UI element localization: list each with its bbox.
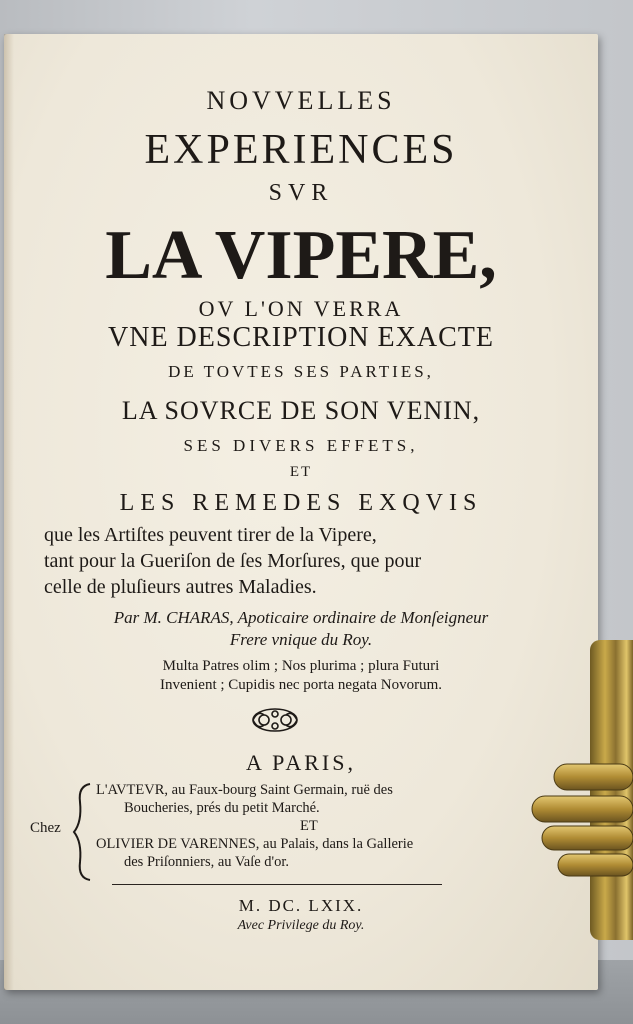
subtitle-line-5: SES DIVERS EFFETS,: [183, 436, 419, 455]
publication-date: M. DC. LXIX.: [238, 896, 364, 915]
author-line-2: Frere vnique du Roy.: [229, 630, 373, 649]
motto-line-2: Invenient ; Cupidis nec porta negata Novorum.: [159, 677, 442, 693]
publisher-1-line-1: L'AVTEVR, au Faux-bourg Saint Germain, ruë des: [96, 782, 393, 798]
subtitle-line-2: VNE DESCRIPTION EXACTE: [108, 322, 494, 353]
subtitle-line-4: LA SOVRCE DE SON VENIN,: [121, 396, 481, 425]
subtitle-line-6: ET: [289, 464, 313, 480]
body-line-3: celle de pluſieurs autres Maladies.: [44, 576, 317, 598]
chez-label: Chez: [30, 820, 61, 836]
title-line-1: NOVVELLES: [206, 86, 396, 115]
motto-line-1: Multa Patres olim ; Nos plurima ; plura Futuri: [162, 658, 440, 674]
printer-ornament-icon: [250, 706, 300, 734]
publisher-2-line-2: des Priſonniers, au Vaſe d'or.: [124, 854, 290, 870]
author-line-1: Par M. CHARAS, Apoticaire ordinaire de Monſeigneur: [113, 608, 489, 627]
publisher-and: ET: [300, 818, 318, 834]
title-page: [4, 34, 598, 990]
curly-brace-icon: [72, 782, 94, 882]
title-main: LA VIPERE,: [105, 217, 497, 294]
publisher-1-line-2: Boucheries, prés du petit Marché.: [124, 800, 320, 816]
privilege-line: Avec Privilege du Roy.: [237, 918, 365, 933]
title-line-3: SVR: [268, 180, 334, 206]
subtitle-line-3: DE TOVTES SES PARTIES,: [168, 362, 434, 381]
brass-hand-bookend: [528, 760, 633, 880]
body-line-1: que les Artiſtes peuvent tirer de la Vipere,: [44, 524, 377, 546]
horizontal-rule: [112, 884, 442, 885]
subtitle-line-1: OV L'ON VERRA: [198, 296, 404, 321]
imprint-city: A PARIS,: [245, 750, 356, 775]
title-line-2: EXPERIENCES: [144, 127, 458, 173]
body-line-2: tant pour la Gueriſon de ſes Morſures, que pour: [44, 550, 422, 572]
publisher-2-line-1: OLIVIER DE VARENNES, au Palais, dans la Gallerie: [96, 836, 414, 852]
subtitle-line-7: LES REMEDES EXQVIS: [119, 490, 483, 516]
